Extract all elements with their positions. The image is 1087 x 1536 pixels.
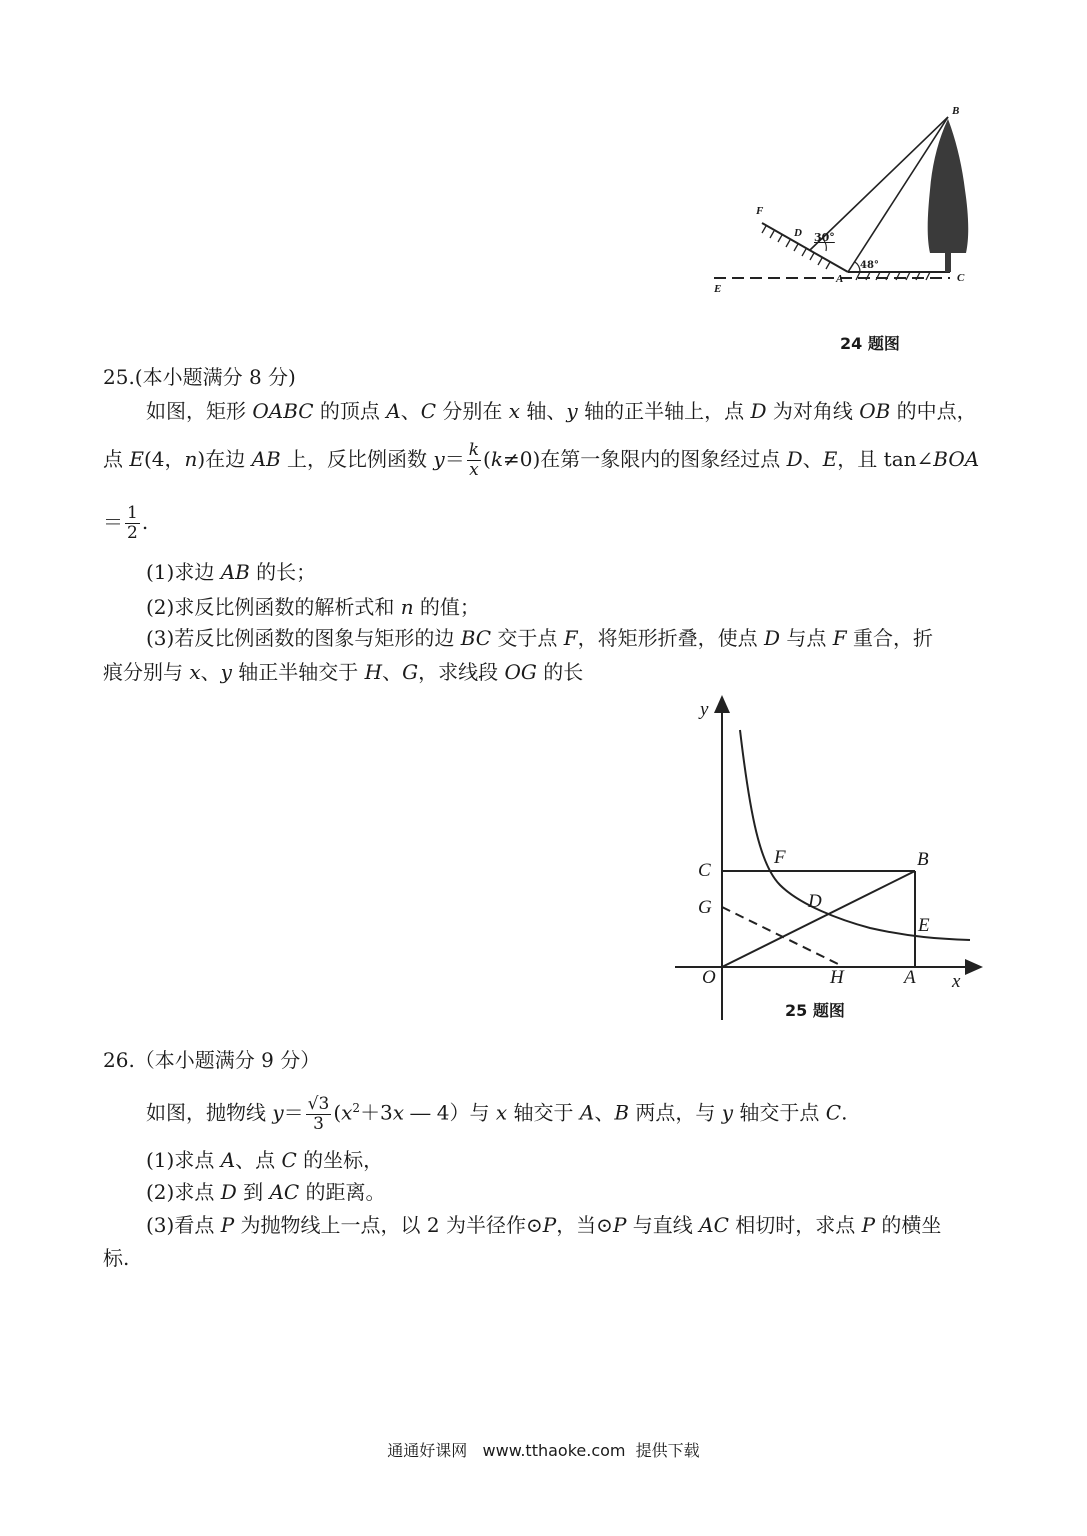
fig24-angle-30: 30° (814, 231, 835, 244)
fig24-label-a: A (836, 273, 844, 285)
q26-line-1: 如图，抛物线 y＝ $\frac{√3}{3}$ ($x^2+3x$ ― 4）与 x 轴交于 A、B 两点，与 y 轴交于点 C. (146, 1093, 848, 1134)
q26-sub-1: (1)求点 A、点 C 的坐标， (146, 1148, 384, 1172)
q25-sub-1: (1)求边 AB 的长； (146, 560, 317, 584)
fig25-label-e: E (918, 915, 930, 936)
fig25-caption: 25 题图 (785, 1001, 845, 1020)
q25-sub-2: (2)求反比例函数的解析式和 n 的值； (146, 595, 480, 619)
fig25-label-c: C (698, 860, 711, 881)
fig25-label-b: B (917, 849, 929, 870)
fig25-label-a: A (904, 967, 916, 988)
fig24-caption: 24 题图 (840, 334, 900, 353)
page-footer: 通通好课网 www.tthaoke.com 提供下载 (387, 1441, 700, 1460)
fig25-label-g: G (698, 897, 712, 918)
fig24-label-d: D (794, 227, 802, 239)
q25-header: 25.(本小题满分 8 分) (103, 365, 296, 389)
fig24-label-b: B (952, 105, 960, 117)
fig24-label-e: E (714, 283, 722, 295)
fig24-label-c: C (957, 272, 965, 284)
q25-sub-3-cont: 痕分别与 x、y 轴正半轴交于 H、G，求线段 OG 的长 (103, 660, 584, 684)
q25-sub-3: (3)若反比例函数的图象与矩形的边 BC 交于点 F，将矩形折叠，使点 D 与点 F 重合，折 (146, 626, 934, 650)
crease-gh (722, 907, 840, 965)
q26-sub-3: (3)看点 P 为抛物线上一点，以 2 为半径作⊙P，当⊙P 与直线 AC 相切时，求点 P 的横坐 (146, 1213, 942, 1237)
hyperbola-curve (740, 730, 970, 940)
fraction-k-over-x: $\frac{k}{x}$ (468, 440, 480, 480)
figure-25 (670, 695, 990, 1030)
figure-24 (700, 95, 990, 360)
slope-line (762, 223, 848, 272)
fraction-one-half: $\frac{1}{2}$ (127, 503, 138, 543)
fig25-label-f: F (774, 847, 786, 868)
fig25-label-h: H (830, 967, 844, 988)
fig25-label-d: D (808, 891, 822, 912)
q26-header: 26.（本小题满分 9 分） (103, 1048, 321, 1072)
q25-line-2: 点 E(4，n)在边 AB 上，反比例函数 y＝ $\frac{k}{x}$ (k≠0)在第一象限内的图象经过点 D、E，且 tan∠BOA (103, 440, 980, 480)
tree-trunk (945, 251, 951, 272)
fig24-label-f: F (756, 205, 764, 217)
fig25-label-x: x (952, 971, 961, 992)
fig25-label-y: y (700, 699, 709, 720)
fig25-label-o: O (702, 967, 716, 988)
q25-line-1: 如图，矩形 OABC 的顶点 A、C 分别在 x 轴、y 轴的正半轴上，点 D 为对角线 OB 的中点， (146, 399, 977, 423)
fig24-angle-48: 48° (860, 260, 879, 271)
fraction-sqrt3-over-3: $\frac{√3}{3}$ (307, 1093, 330, 1134)
q26-sub-3-cont: 标. (103, 1246, 130, 1270)
q25-line-3: ＝ $\frac{1}{2}$ . (103, 503, 149, 543)
figure-24-diagram (700, 95, 990, 360)
q26-sub-2: (2)求点 D 到 AC 的距离。 (146, 1180, 386, 1204)
diagonal-ob (722, 871, 915, 967)
